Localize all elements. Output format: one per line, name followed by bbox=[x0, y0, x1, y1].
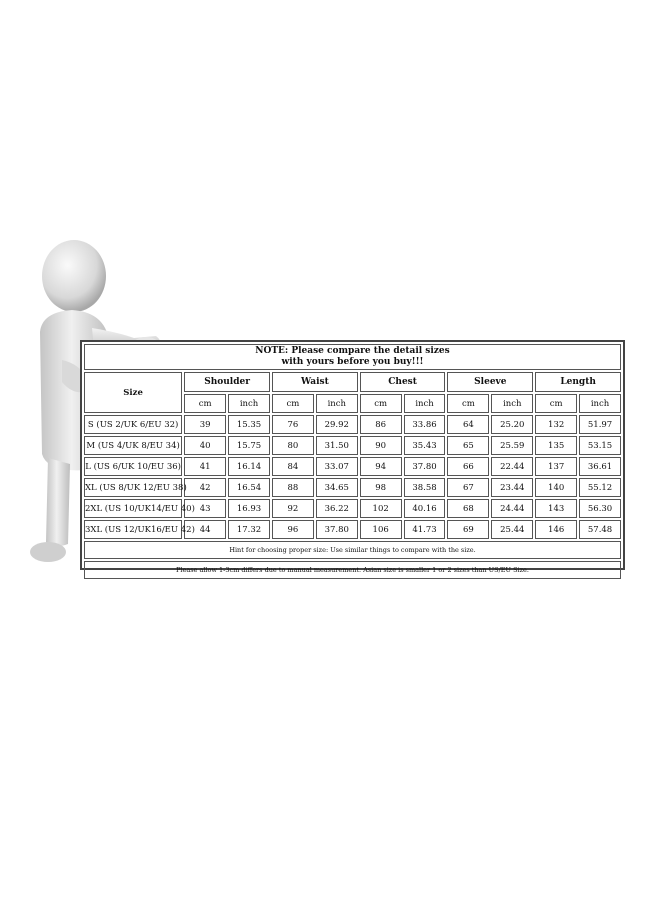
measurement-cell: 16.93 bbox=[228, 499, 270, 518]
measurement-cell: 137 bbox=[535, 457, 577, 476]
measurement-cell: 33.86 bbox=[404, 415, 446, 434]
measurement-cell: 23.44 bbox=[491, 478, 533, 497]
measurement-cell: 80 bbox=[272, 436, 314, 455]
measurement-cell: 56.30 bbox=[579, 499, 621, 518]
measurement-cell: 64 bbox=[447, 415, 489, 434]
measurement-cell: 31.50 bbox=[316, 436, 358, 455]
size-header: Size bbox=[84, 372, 182, 413]
measurement-cell: 15.35 bbox=[228, 415, 270, 434]
unit-header: cm bbox=[535, 394, 577, 413]
size-label: 2XL (US 10/UK14/EU 40) bbox=[84, 499, 182, 518]
size-rows bbox=[84, 415, 621, 539]
note-cell bbox=[84, 344, 621, 370]
measurement-cell: 35.43 bbox=[404, 436, 446, 455]
measurement-cell: 40.16 bbox=[404, 499, 446, 518]
measurement-cell: 69 bbox=[447, 520, 489, 539]
table-row bbox=[84, 499, 621, 518]
unit-header: cm bbox=[272, 394, 314, 413]
table-row bbox=[84, 415, 621, 434]
measurement-cell: 25.59 bbox=[491, 436, 533, 455]
measurement-cell: 33.07 bbox=[316, 457, 358, 476]
unit-header: inch bbox=[228, 394, 270, 413]
measurement-cell: 25.44 bbox=[491, 520, 533, 539]
measurement-cell: 55.12 bbox=[579, 478, 621, 497]
measurement-cell: 140 bbox=[535, 478, 577, 497]
measurement-cell: 57.48 bbox=[579, 520, 621, 539]
measurement-cell: 86 bbox=[360, 415, 402, 434]
unit-header: inch bbox=[404, 394, 446, 413]
size-label: L (US 6/UK 10/EU 36) bbox=[84, 457, 182, 476]
measurement-cell: 37.80 bbox=[404, 457, 446, 476]
measurement-cell: 84 bbox=[272, 457, 314, 476]
measurement-cell: 15.75 bbox=[228, 436, 270, 455]
hint-text: Hint for choosing proper size: Use similar things to compare with the size. bbox=[84, 541, 621, 559]
note-line-1: NOTE: Please compare the detail sizes bbox=[255, 346, 450, 356]
size-chart-table bbox=[82, 342, 623, 581]
measurement-cell: 34.65 bbox=[316, 478, 358, 497]
measurement-cell: 29.92 bbox=[316, 415, 358, 434]
unit-header: inch bbox=[491, 394, 533, 413]
measurement-cell: 40 bbox=[184, 436, 226, 455]
table-row bbox=[84, 436, 621, 455]
allowance-note: Please allow 1-3cm differs due to manual measurement. Asian size is smaller 1 or 2 sizes than US/EU Size. bbox=[84, 561, 621, 579]
measurement-cell: 146 bbox=[535, 520, 577, 539]
measurement-cell: 17.32 bbox=[228, 520, 270, 539]
unit-header: cm bbox=[184, 394, 226, 413]
size-chart bbox=[80, 340, 625, 574]
unit-header: inch bbox=[579, 394, 621, 413]
measurement-cell: 68 bbox=[447, 499, 489, 518]
measurement-cell: 43 bbox=[184, 499, 226, 518]
group-header-shoulder: Shoulder bbox=[184, 372, 270, 392]
measurement-cell: 16.14 bbox=[228, 457, 270, 476]
measurement-cell: 92 bbox=[272, 499, 314, 518]
unit-header: cm bbox=[447, 394, 489, 413]
measurement-cell: 22.44 bbox=[491, 457, 533, 476]
measurement-cell: 36.22 bbox=[316, 499, 358, 518]
measurement-cell: 96 bbox=[272, 520, 314, 539]
measurement-cell: 67 bbox=[447, 478, 489, 497]
measurement-cell: 65 bbox=[447, 436, 489, 455]
measurement-cell: 36.61 bbox=[579, 457, 621, 476]
measurement-cell: 88 bbox=[272, 478, 314, 497]
measurement-cell: 143 bbox=[535, 499, 577, 518]
measurement-cell: 42 bbox=[184, 478, 226, 497]
size-label: 3XL (US 12/UK16/EU 42) bbox=[84, 520, 182, 539]
measurement-cell: 37.80 bbox=[316, 520, 358, 539]
measurement-cell: 38.58 bbox=[404, 478, 446, 497]
measurement-cell: 44 bbox=[184, 520, 226, 539]
size-label: S (US 2/UK 6/EU 32) bbox=[84, 415, 182, 434]
group-header-length: Length bbox=[535, 372, 621, 392]
measurement-cell: 132 bbox=[535, 415, 577, 434]
measurement-cell: 102 bbox=[360, 499, 402, 518]
measurement-cell: 135 bbox=[535, 436, 577, 455]
size-label: XL (US 8/UK 12/EU 38) bbox=[84, 478, 182, 497]
measurement-cell: 51.97 bbox=[579, 415, 621, 434]
note-line-2: with yours before you buy!!! bbox=[281, 357, 424, 367]
size-label: M (US 4/UK 8/EU 34) bbox=[84, 436, 182, 455]
measurement-cell: 53.15 bbox=[579, 436, 621, 455]
measurement-cell: 90 bbox=[360, 436, 402, 455]
unit-header: cm bbox=[360, 394, 402, 413]
measurement-cell: 41.73 bbox=[404, 520, 446, 539]
measurement-cell: 66 bbox=[447, 457, 489, 476]
measurement-cell: 41 bbox=[184, 457, 226, 476]
measurement-cell: 94 bbox=[360, 457, 402, 476]
measurement-cell: 76 bbox=[272, 415, 314, 434]
measurement-cell: 24.44 bbox=[491, 499, 533, 518]
measurement-cell: 106 bbox=[360, 520, 402, 539]
group-header-sleeve: Sleeve bbox=[447, 372, 533, 392]
table-row bbox=[84, 457, 621, 476]
group-header-waist: Waist bbox=[272, 372, 358, 392]
measurement-cell: 25.20 bbox=[491, 415, 533, 434]
measurement-cell: 39 bbox=[184, 415, 226, 434]
measurement-cell: 16.54 bbox=[228, 478, 270, 497]
table-row bbox=[84, 520, 621, 539]
measurement-cell: 98 bbox=[360, 478, 402, 497]
unit-header: inch bbox=[316, 394, 358, 413]
group-header-chest: Chest bbox=[360, 372, 446, 392]
table-row bbox=[84, 478, 621, 497]
